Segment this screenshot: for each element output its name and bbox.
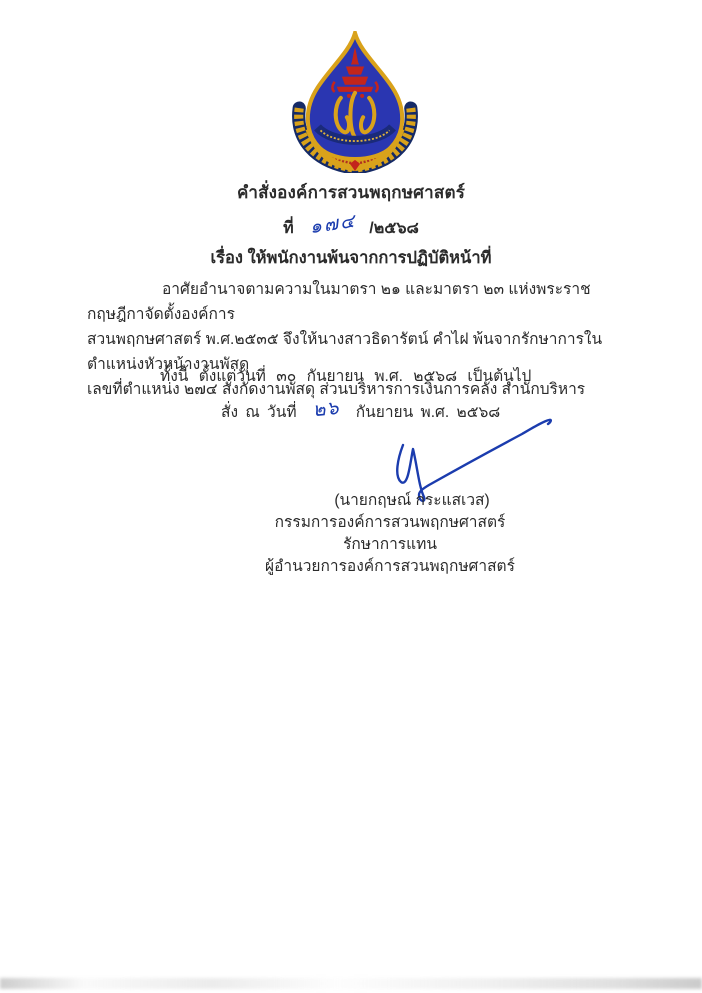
effective-date-line: ทั้งนี้ ตั้งแต่วันที่ ๓๐ กันยายน พ.ศ. ๒๕๖๘ เป็นต้นไป <box>160 368 532 385</box>
subject-line: เรื่อง ให้พนักงานพ้นจากการปฏิบัติหน้าที่ <box>210 249 492 267</box>
body-line: อาศัยอำนาจตามความในมาตรา ๒๑ และมาตรา ๒๓ แห่งพระราชกฤษฎีกาจัดตั้งองค์การ <box>87 281 591 323</box>
issued-date-prefix: สั่ง ณ วันที่ <box>221 404 297 421</box>
order-number-line <box>0 212 702 238</box>
cypher-accent-left <box>347 94 351 98</box>
body-line: เลขที่ตำแหน่ง ๒๗๔ สังกัดงานพัสดุ ส่วนบริหารการเงินการคลัง สำนักบริหาร <box>87 381 586 398</box>
crown-tier-2 <box>342 77 368 85</box>
scan-edge-artifact <box>0 978 702 989</box>
crown-tier-1 <box>346 67 364 75</box>
issued-date-suffix: กันยายน พ.ศ. ๒๕๖๘ <box>355 404 501 421</box>
cypher-accent-right <box>360 94 364 98</box>
signatory-block <box>255 490 525 578</box>
document-header <box>0 179 702 271</box>
order-number-suffix: /๒๕๖๘ <box>369 220 419 237</box>
issued-day-handwritten: ๒๖ <box>311 397 341 422</box>
order-number-prefix: ที่ <box>283 220 294 237</box>
body-line: สวนพฤกษศาสตร์ พ.ศ.๒๕๓๕ จึงให้นางสาวธิดารัตน์ คำไฝ พ้นจากรักษาการในตำแหน่งหัวหน้างานพัสดุ <box>87 331 603 373</box>
signatory-position-line-2: ผู้อำนวยการองค์การสวนพฤกษศาสตร์ <box>265 558 515 575</box>
signatory-name: (นายกฤษณ์ กระแสเวส) <box>334 492 490 509</box>
signatory-position-line-1: กรรมการองค์การสวนพฤกษศาสตร์ รักษาการแทน <box>274 514 506 553</box>
order-number-handwritten: ๑๗๔ <box>308 210 358 239</box>
document-title: คำสั่งองค์การสวนพฤกษศาสตร์ <box>236 183 466 202</box>
organization-seal-logo <box>286 31 424 173</box>
